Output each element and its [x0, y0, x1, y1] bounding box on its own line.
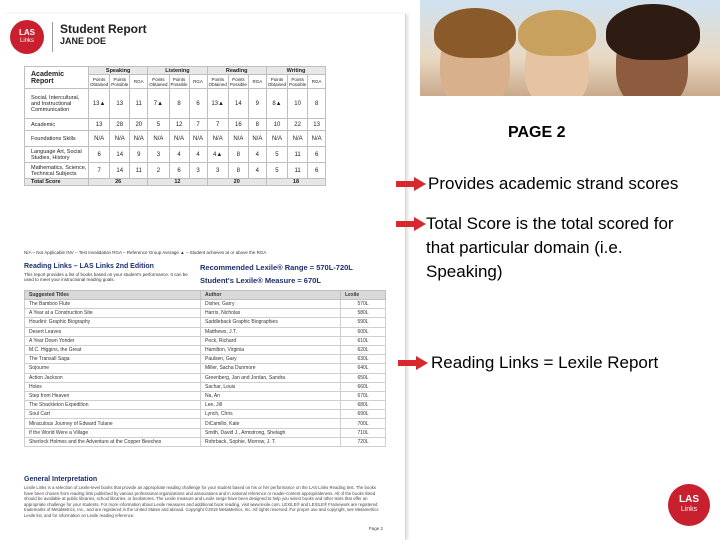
red-arrow-icon	[396, 177, 426, 191]
book-row	[25, 318, 386, 327]
book-row	[25, 428, 386, 437]
score-cell: 7	[207, 119, 228, 131]
table-row	[25, 131, 326, 147]
score-cell: 6	[308, 147, 326, 163]
score-cell: 6	[308, 163, 326, 179]
score-cell: 6	[189, 89, 207, 119]
score-cell: 8	[308, 89, 326, 119]
score-cell: 8▲	[266, 89, 287, 119]
book-title: Miraculous Journey of Edward Tulane	[25, 419, 201, 428]
score-cell: 4▲	[207, 147, 228, 163]
score-cell: 13	[110, 89, 130, 119]
sub-header-cell: Points Possible	[229, 76, 247, 87]
student-name: JANE DOE	[60, 36, 107, 46]
book-lexile: 660L	[341, 382, 386, 391]
score-cell: 5	[266, 163, 287, 179]
score-cell: 14	[110, 163, 130, 179]
book-title: Sherlock Holmes and the Adventure at the Copper Beeches	[25, 437, 201, 446]
table-row	[25, 119, 326, 131]
score-cell: 11	[288, 163, 308, 179]
score-cell: N/A	[148, 131, 169, 147]
book-title: Houdini: Graphic Biography	[25, 318, 201, 327]
bullet-reading-links: Reading Links = Lexile Report	[431, 353, 659, 372]
score-cell: 12	[169, 119, 189, 131]
book-author: Harris, Nicholas	[201, 309, 341, 318]
book-author: Matthews, J.T.	[201, 327, 341, 336]
academic-report-table	[24, 66, 326, 186]
sub-header-cell: Points Possible	[111, 76, 129, 87]
score-cell: N/A	[308, 131, 326, 147]
page-number: Page 2	[368, 526, 383, 531]
book-lexile: 610L	[341, 336, 386, 345]
header-divider	[52, 22, 53, 52]
bullet-academic-strand: Provides academic strand scores	[428, 174, 679, 193]
score-legend: N/A – Not Applicable INV – Test Invalidation RGA – Reference Group Average ▲ – Student achieves at or above the RGA	[24, 250, 267, 255]
book-author: Hamilton, Virginia	[201, 345, 341, 354]
score-rows	[25, 89, 326, 179]
score-cell: 14	[228, 89, 248, 119]
book-row	[25, 336, 386, 345]
score-cell: 14	[110, 147, 130, 163]
score-cell: 9	[248, 89, 266, 119]
col-titles: Suggested Titles	[25, 291, 201, 300]
score-cell: 6	[169, 163, 189, 179]
score-cell: 5	[266, 147, 287, 163]
book-row	[25, 345, 386, 354]
table-title: Academic Report	[25, 67, 89, 89]
sub-header-cell: Points Possible	[170, 76, 188, 87]
score-cell: 2	[148, 163, 169, 179]
score-cell: N/A	[189, 131, 207, 147]
book-row	[25, 437, 386, 446]
report-title: Student Report	[60, 22, 147, 36]
students-photo	[420, 0, 720, 96]
score-cell: N/A	[248, 131, 266, 147]
bullet-total-score: Total Score is the total scored for that particular domain (i.e. Speaking)	[426, 214, 674, 281]
score-cell: 8	[228, 163, 248, 179]
col-lexile: Lexile	[341, 291, 386, 300]
book-title: The Transall Saga	[25, 355, 201, 364]
score-cell: 28	[110, 119, 130, 131]
category-label: Language Art, Social Studies, History	[25, 147, 89, 163]
slide-page-label: PAGE 2	[508, 124, 566, 141]
book-author: Paulsen, Gary	[201, 355, 341, 364]
sub-header-cell: Points Obtained	[208, 76, 227, 87]
report-header	[4, 14, 406, 62]
score-cell: N/A	[110, 131, 130, 147]
domain-writing: Writing	[266, 67, 325, 75]
score-cell: N/A	[228, 131, 248, 147]
score-cell: 4	[248, 163, 266, 179]
total-writing: 18	[266, 179, 325, 186]
sub-header-cell: RGA	[248, 75, 266, 89]
category-label: Mathematics, Science, Technical Subjects	[25, 163, 89, 179]
book-title: Sojourne	[25, 364, 201, 373]
book-lexile: 600L	[341, 327, 386, 336]
score-cell: 22	[288, 119, 308, 131]
book-lexile: 620L	[341, 345, 386, 354]
score-cell: 6	[89, 147, 110, 163]
score-cell: 3	[207, 163, 228, 179]
las-links-corner-logo: LAS Links	[668, 484, 710, 526]
score-cell: 7	[89, 163, 110, 179]
book-author: Sachar, Louis	[201, 382, 341, 391]
book-title: The Bamboo Flute	[25, 300, 201, 309]
book-lexile: 650L	[341, 373, 386, 382]
book-lexile: 570L	[341, 300, 386, 309]
category-label: Foundations Skills	[25, 131, 89, 147]
book-row	[25, 355, 386, 364]
score-cell: 10	[266, 119, 287, 131]
score-cell: 11	[130, 89, 148, 119]
score-cell: 16	[228, 119, 248, 131]
red-arrow-icon	[396, 217, 426, 231]
student-hair-1	[434, 8, 516, 58]
score-cell: 4	[248, 147, 266, 163]
table-row	[25, 163, 326, 179]
score-cell: 7▲	[148, 89, 169, 119]
book-row	[25, 391, 386, 400]
total-score-label: Total Score	[25, 179, 89, 186]
sub-header-cell: RGA	[189, 75, 207, 89]
book-row	[25, 327, 386, 336]
general-interpretation-title: General Interpretation	[24, 476, 98, 483]
category-label: Social, Intercultural, and Instructional Communication	[25, 89, 89, 119]
score-cell: 11	[130, 163, 148, 179]
book-row	[25, 382, 386, 391]
total-reading: 20	[207, 179, 266, 186]
book-row	[25, 401, 386, 410]
score-cell: 3	[148, 147, 169, 163]
score-cell: 13	[308, 119, 326, 131]
book-title: Desert Leaves	[25, 327, 201, 336]
total-score-row	[25, 179, 326, 186]
sub-header-cell: RGA	[130, 75, 148, 89]
book-author: Peck, Richard	[201, 336, 341, 345]
score-cell: 20	[130, 119, 148, 131]
book-title: A Year Down Yonder	[25, 336, 201, 345]
domain-speaking: Speaking	[89, 67, 148, 75]
score-cell: 13▲	[89, 89, 110, 119]
book-row	[25, 419, 386, 428]
score-cell: 3	[189, 163, 207, 179]
total-listening: 12	[148, 179, 207, 186]
book-title: Soul Cart	[25, 410, 201, 419]
las-links-logo: LAS Links	[10, 20, 44, 54]
score-cell: 4	[189, 147, 207, 163]
lexile-measure: Student's Lexile® Measure = 670L	[200, 276, 321, 285]
book-title: Action Jackson	[25, 373, 201, 382]
sub-header-cell: Points Obtained	[90, 76, 109, 87]
score-cell: N/A	[288, 131, 308, 147]
student-hair-3	[606, 4, 700, 60]
book-lexile: 640L	[341, 364, 386, 373]
book-author: Saddleback Graphic Biographies	[201, 318, 341, 327]
lexile-range: Recommended Lexile® Range = 570L-720L	[200, 263, 353, 272]
general-interpretation-text: Lexile Links is a selection of Lexile-level books that provide an appropriate reading challenge for your student based on his or her performance on the LAS Links Reading test. The books have been chosen from reading lists published by various professional organizations and associations and in national reference or reader-content appropriateness. All of the books listed should be available at public libraries, school libraries, or bookstores. The Lexile measure and Lexile range have been designed to help you select books and other texts that offer an appropriate challenge for your students. For more information about Lexile measures and additional book reading, visit www.lexile.com. LEXILE® and LEXILE® Framework are registered trademarks of MetaMetrics, Inc., and are registered in the United States and abroad. Copyright ©2019 MetaMetrics, Inc. All rights reserved. For proper use and copyright, see Metametrics Lexile list, and for information on Lexile reading reference.	[24, 485, 379, 518]
score-cell: N/A	[266, 131, 287, 147]
book-author: DiCamillo, Kate	[201, 419, 341, 428]
book-row	[25, 309, 386, 318]
book-author: Smith, David J., Armstrong, Shelagh	[201, 428, 341, 437]
score-cell: 10	[288, 89, 308, 119]
score-cell: N/A	[89, 131, 110, 147]
col-author: Author	[201, 291, 341, 300]
score-cell: 4	[169, 147, 189, 163]
book-row	[25, 410, 386, 419]
books-header-row	[25, 291, 386, 300]
total-speaking: 26	[89, 179, 148, 186]
domain-listening: Listening	[148, 67, 207, 75]
student-report-document	[4, 14, 406, 540]
book-author: Rohrback, Sophie, Morrow, J. T.	[201, 437, 341, 446]
score-cell: 9	[130, 147, 148, 163]
book-author: Greenberg, Jan and Jordan, Sandra	[201, 373, 341, 382]
score-cell: N/A	[207, 131, 228, 147]
domain-reading: Reading	[207, 67, 266, 75]
table-row	[25, 89, 326, 119]
score-cell: 5	[148, 119, 169, 131]
score-cell: N/A	[169, 131, 189, 147]
book-lexile: 710L	[341, 428, 386, 437]
book-author: Na, An	[201, 391, 341, 400]
score-cell: 13	[89, 119, 110, 131]
score-cell: 8	[228, 147, 248, 163]
reading-links-description: This report provides a list of books based on your student's performance. It can be used to meet your instructional reading goals.	[24, 272, 188, 282]
book-author: Miller, Sacha Dunmore	[201, 364, 341, 373]
book-lexile: 690L	[341, 410, 386, 419]
book-title: A Year at a Construction Site	[25, 309, 201, 318]
book-lexile: 680L	[341, 401, 386, 410]
book-title: Holes	[25, 382, 201, 391]
book-title: If the World Were a Village	[25, 428, 201, 437]
book-row	[25, 364, 386, 373]
sub-header-cell: Points Obtained	[149, 76, 168, 87]
sub-header-cell: RGA	[308, 75, 326, 89]
red-arrow-icon	[398, 356, 428, 370]
book-lexile: 590L	[341, 318, 386, 327]
table-row	[25, 147, 326, 163]
book-author: Lee, Jill	[201, 401, 341, 410]
book-title: Step from Heaven	[25, 391, 201, 400]
book-lexile: 670L	[341, 391, 386, 400]
book-row	[25, 373, 386, 382]
score-cell: N/A	[130, 131, 148, 147]
book-lexile: 630L	[341, 355, 386, 364]
book-title: M.C. Higgins, the Great	[25, 345, 201, 354]
score-cell: 7	[189, 119, 207, 131]
reading-links-title: Reading Links – LAS Links 2nd Edition	[24, 263, 154, 270]
book-author: Disher, Garry	[201, 300, 341, 309]
student-hair-2	[518, 10, 596, 56]
score-cell: 13▲	[207, 89, 228, 119]
book-rows	[25, 300, 386, 447]
book-lexile: 580L	[341, 309, 386, 318]
book-author: Lynch, Chris	[201, 410, 341, 419]
score-cell: 11	[288, 147, 308, 163]
suggested-titles-table	[24, 290, 386, 447]
score-cell: 8	[169, 89, 189, 119]
book-lexile: 720L	[341, 437, 386, 446]
category-label: Academic	[25, 119, 89, 131]
score-cell: 8	[248, 119, 266, 131]
sub-header-cell: Points Possible	[289, 76, 307, 87]
book-lexile: 700L	[341, 419, 386, 428]
book-row	[25, 300, 386, 309]
book-title: The Shackleton Expedition	[25, 401, 201, 410]
sub-header-cell: Points Obtained	[267, 76, 287, 87]
